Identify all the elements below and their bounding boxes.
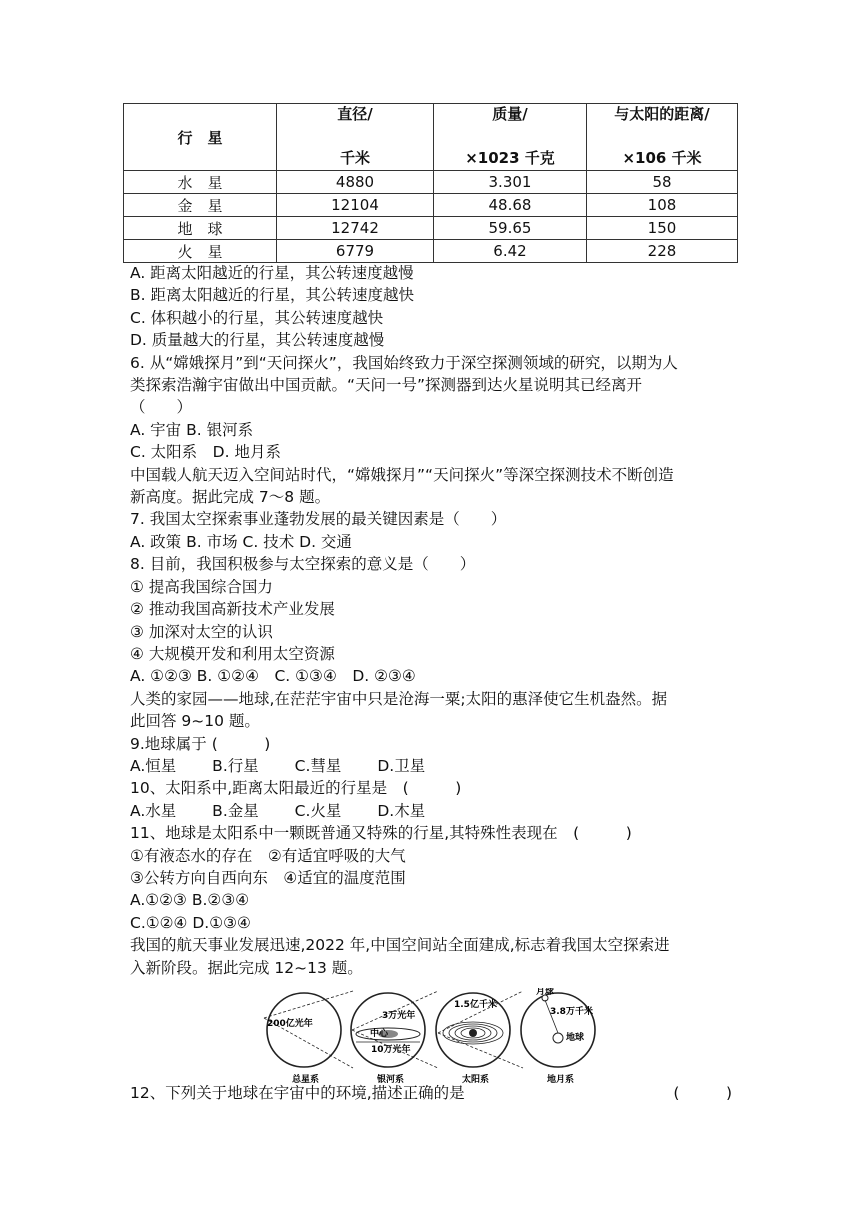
question-8-line: 8. 目前，我国积极参与太空探索的意义是（ ） xyxy=(130,555,476,574)
hierarchy-svg xyxy=(258,988,598,1084)
statement-line: ④ 大规模开发和利用太空资源 xyxy=(130,644,335,663)
option-line: A.水星 B.金星 C.火星 D.木星 xyxy=(130,801,426,820)
header-planet: 行 星 xyxy=(124,104,277,171)
answer-blank: ( ) xyxy=(673,1084,732,1102)
cell-mass: 3.301 xyxy=(434,171,587,194)
annotation-sun-earth-distance: 1.5亿千米 xyxy=(454,1000,497,1010)
cell-diameter: 12742 xyxy=(277,217,434,240)
header-distance-a: 与太阳的距离/ xyxy=(614,105,710,123)
option-line: C.①②④ D.①③④ xyxy=(130,913,251,932)
answer-blank: （ ） xyxy=(130,398,193,417)
option-line: A. 距离太阳越近的行星，其公转速度越慢 xyxy=(130,264,414,282)
cosmic-hierarchy-diagram xyxy=(258,988,598,1084)
universe-circle xyxy=(267,993,341,1067)
cell-mass: 6.42 xyxy=(434,240,587,263)
cell-planet: 地 球 xyxy=(124,217,277,240)
cell-diameter: 6779 xyxy=(277,240,434,263)
annotation-moon: 月球 xyxy=(536,988,555,997)
option-line: C. 太阳系 D. 地月系 xyxy=(130,443,281,462)
statement-line: ①有液态水的存在 ②有适宜呼吸的大气 xyxy=(130,846,406,865)
option-line: A.①②③ B.②③④ xyxy=(130,891,250,910)
label-galaxy: 银河系 xyxy=(377,1075,405,1084)
cell-distance: 228 xyxy=(587,240,738,263)
passage-line: 我国的航天事业发展迅速,2022 年,中国空间站全面建成,标志着我国太空探索进 xyxy=(130,936,670,955)
statement-line: ③公转方向自西向东 ④适宜的温度范围 xyxy=(130,868,406,887)
header-distance-b: ×106 千米 xyxy=(622,149,702,167)
label-earth-moon-system: 地月系 xyxy=(547,1075,575,1084)
passage-line: 此回答 9~10 题。 xyxy=(130,712,260,731)
annotation-galaxy-diameter: 10万光年 xyxy=(371,1045,411,1055)
option-line: A. ①②③ B. ①②④ C. ①③④ D. ②③④ xyxy=(130,667,416,686)
annotation-universe-size: 200亿光年 xyxy=(267,1019,313,1029)
header-diameter-a: 直径/ xyxy=(337,105,373,123)
header-mass-b: ×1023 千克 xyxy=(465,149,555,167)
cell-distance: 150 xyxy=(587,217,738,240)
passage-line: 入新阶段。据此完成 12~13 题。 xyxy=(130,958,363,977)
header-mass-a: 质量/ xyxy=(492,105,528,123)
cell-distance: 58 xyxy=(587,171,738,194)
table-header-row xyxy=(124,104,738,171)
table-row xyxy=(124,171,738,194)
cell-diameter: 12104 xyxy=(277,194,434,217)
statement-line: ③ 加深对太空的认识 xyxy=(130,622,273,641)
header-diameter xyxy=(277,104,434,171)
cell-planet: 火 星 xyxy=(124,240,277,263)
option-line: A.恒星 B.行星 C.彗星 D.卫星 xyxy=(130,756,426,775)
question-10-line: 10、太阳系中,距离太阳最近的行星是 ( ) xyxy=(130,779,462,798)
header-mass xyxy=(434,104,587,171)
option-line: A. 宇宙 B. 银河系 xyxy=(130,420,254,439)
option-line: A. 政策 B. 市场 C. 技术 D. 交通 xyxy=(130,532,352,551)
table-row xyxy=(124,217,738,240)
option-line: B. 距离太阳越近的行星，其公转速度越快 xyxy=(130,286,414,305)
question-text-block xyxy=(130,262,740,979)
question-11-line: 11、地球是太阳系中一颗既普通又特殊的行星,其特殊性表现在 ( ) xyxy=(130,824,632,843)
cell-planet: 水 星 xyxy=(124,171,277,194)
statement-line: ① 提高我国综合国力 xyxy=(130,577,273,596)
question-7-line: 7. 我国太空探索事业蓬勃发展的最关键因素是（ ） xyxy=(130,510,507,529)
passage-line: 人类的家园——地球,在茫茫宇宙中只是沧海一粟;太阳的惠泽使它生机盎然。据 xyxy=(130,689,668,708)
earth-moon-circle xyxy=(521,993,595,1067)
cell-distance: 108 xyxy=(587,194,738,217)
label-universe: 总星系 xyxy=(292,1075,320,1084)
table-row xyxy=(124,240,738,263)
annotation-galaxy-thickness: 3万光年 xyxy=(382,1011,416,1021)
option-line: C. 体积越小的行星，其公转速度越快 xyxy=(130,308,384,327)
question-12 xyxy=(130,1081,740,1103)
statement-line: ② 推动我国高新技术产业发展 xyxy=(130,600,335,619)
cell-mass: 59.65 xyxy=(434,217,587,240)
header-distance xyxy=(587,104,738,171)
table-row xyxy=(124,194,738,217)
label-solar-system: 太阳系 xyxy=(462,1075,490,1084)
header-diameter-b: 千米 xyxy=(339,149,370,167)
cell-planet: 金 星 xyxy=(124,194,277,217)
question-9-line: 9.地球属于 ( ) xyxy=(130,734,271,753)
annotation-earth-moon-distance: 3.8万千米 xyxy=(550,1007,593,1017)
cell-diameter: 4880 xyxy=(277,171,434,194)
passage-line: 中国载人航天迈入空间站时代，“嫦娥探月”“天问探火”等深空探测技术不断创造 xyxy=(130,465,674,484)
annotation-galaxy-center: 中心 xyxy=(370,1029,389,1039)
question-6-line: 6. 从“嫦娥探月”到“天问探火”，我国始终致力于深空探测领域的研究，以期为人 xyxy=(130,353,678,372)
passage-line: 新高度。据此完成 7～8 题。 xyxy=(130,488,331,507)
annotation-earth: 地球 xyxy=(566,1033,585,1043)
option-line: D. 质量越大的行星，其公转速度越慢 xyxy=(130,331,385,350)
cell-mass: 48.68 xyxy=(434,194,587,217)
planet-data-table xyxy=(123,103,738,263)
question-12-text: 12、下列关于地球在宇宙中的环境,描述正确的是 xyxy=(130,1084,465,1102)
question-6-line: 类探索浩瀚宇宙做出中国贡献。“天问一号”探测器到达火星说明其已经离开 xyxy=(130,376,643,395)
